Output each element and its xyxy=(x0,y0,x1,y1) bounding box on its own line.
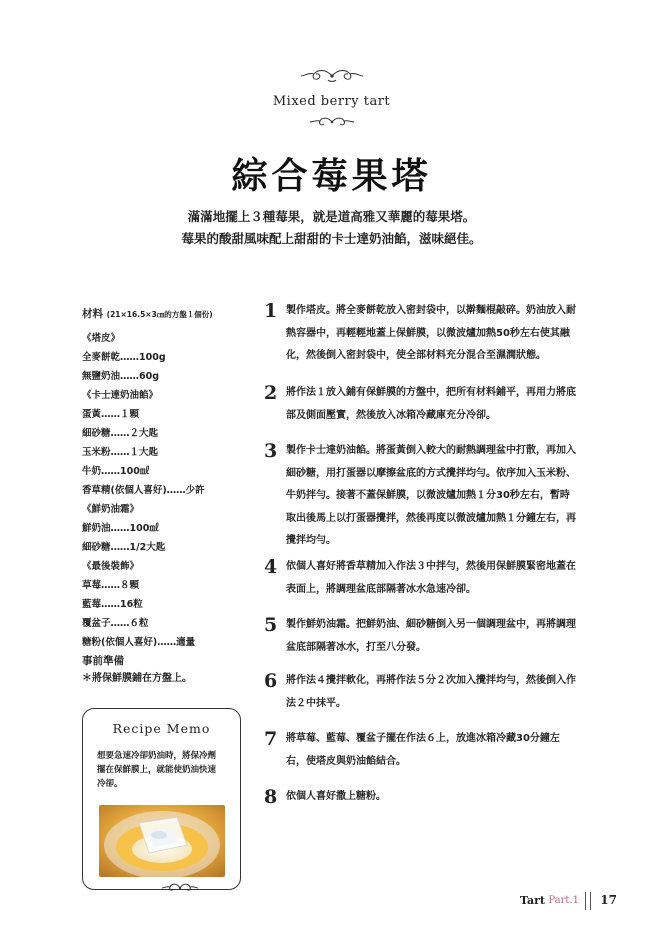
step-number: 1 xyxy=(264,300,278,322)
preparation-heading: 事前準備 xyxy=(82,655,124,667)
step-line: 部及側面壓實，然後放入冰箱冷藏庫充分冷卻。 xyxy=(286,409,496,421)
recipe-memo-box xyxy=(82,708,241,890)
ingredient-item: 玉米粉……１大匙 xyxy=(82,447,159,458)
group-label: 《鮮奶油霜》 xyxy=(82,504,140,515)
ingredient-group-crust xyxy=(82,329,252,386)
group-label: 《卡士達奶油餡》 xyxy=(82,390,159,401)
step-line: 細砂糖，用打蛋器以摩擦盆底的方式攪拌均勻。依序加入玉米粉、 xyxy=(286,467,576,479)
step-text xyxy=(286,786,616,809)
intro-line-1: 滿滿地擺上３種莓果，就是道高雅又華麗的莓果塔。 xyxy=(187,209,476,224)
memo-text-line: 擺在保鮮膜上，就能使奶油快速 xyxy=(97,765,217,775)
step-line: 法２中抹平。 xyxy=(286,697,346,709)
step-line: 表面上，將調理盆底部隔著冰水急速冷卻。 xyxy=(286,583,476,595)
step-line: 製作塔皮。將全麥餅乾放入密封袋中，以擀麵棍敲碎。奶油放入耐 xyxy=(286,305,576,316)
memo-flourish-ornament xyxy=(161,882,199,894)
step-line: 將作法４攪拌軟化，再將作法５分２次加入攪拌均勻，然後倒入作 xyxy=(286,675,576,686)
step-line: 右，使塔皮與奶油餡結合。 xyxy=(286,755,406,767)
ingredient-item: 無鹽奶油……60g xyxy=(82,371,160,382)
step-text xyxy=(286,670,616,715)
ingredient-group-cream xyxy=(82,500,252,557)
english-subtitle: Mixed berry tart xyxy=(272,94,391,109)
group-label: 《最後裝飾》 xyxy=(82,561,140,572)
ingredient-item: 糖粉(依個人喜好)……適量 xyxy=(82,637,196,648)
step-line: 製作鮮奶油霜。把鮮奶油、細砂糖倒入另一個調理盆中，再將調理 xyxy=(286,619,576,630)
step-number: 6 xyxy=(264,670,278,692)
step-number: 7 xyxy=(264,728,278,750)
memo-text-line: 想要急速冷卻奶油時，將保冷劑 xyxy=(97,751,217,761)
step-line: 依個人喜好將香草精加入作法３中拌勻，然後用保鮮膜緊密地蓋在 xyxy=(286,561,576,572)
ingredient-item: 香草精(依個人喜好)……少許 xyxy=(82,485,205,496)
ingredient-item: 蛋黃……１顆 xyxy=(82,409,140,420)
step-line: 攪拌均勻。 xyxy=(286,535,336,546)
ice-pack-bowl-photo xyxy=(99,805,225,877)
ingredients-list xyxy=(82,306,252,652)
step-line: 依個人喜好撒上糖粉。 xyxy=(286,791,386,802)
step-text xyxy=(286,300,616,368)
middle-flourish-ornament xyxy=(309,116,355,128)
memo-title: Recipe Memo xyxy=(112,721,211,736)
step-line: 盆底部隔著冰水，打至八分發。 xyxy=(286,641,426,653)
group-label: 《塔皮》 xyxy=(82,333,121,344)
recipe-title: 綜合莓果塔 xyxy=(231,155,432,197)
ingredient-item: 細砂糖……２大匙 xyxy=(82,428,159,439)
footer-section-label: Tart xyxy=(519,894,545,907)
memo-text xyxy=(97,749,231,791)
memo-text-line: 冷卻。 xyxy=(97,779,123,789)
preparation-section xyxy=(82,652,252,688)
step-number: 8 xyxy=(264,786,278,808)
step-line: 牛奶拌勻。接著不蓋保鮮膜，以微波爐加熱１分30秒左右，暫時 xyxy=(286,490,570,501)
ingredient-item: 鮮奶油……100㎖ xyxy=(82,523,159,534)
ingredient-group-decoration xyxy=(82,557,252,652)
ingredients-size-note: (21×16.5×3㎝的方盤１個份) xyxy=(106,310,213,319)
step-line: 製作卡士達奶油餡。將蛋黃倒入較大的耐熱調理盆中打散，再加入 xyxy=(286,445,576,456)
ingredients-title: 材料 xyxy=(82,308,103,320)
footer-part-label: Part.1 xyxy=(548,895,579,906)
ingredient-item: 全麥餅乾……100g xyxy=(82,352,166,363)
intro-line-2: 莓果的酸甜風味配上甜甜的卡士達奶油餡，滋味絕佳。 xyxy=(181,231,482,246)
step-line: 取出後馬上以打蛋器攪拌，然後再度以微波爐加熱１分鐘左右，再 xyxy=(286,512,576,524)
step-line: 熱容器中，再輕輕地蓋上保鮮膜，以微波爐加熱50秒左右使其融 xyxy=(286,327,570,339)
step-text xyxy=(286,556,616,601)
preparation-note: ＊將保鮮膜鋪在方盤上。 xyxy=(82,673,192,684)
top-flourish-ornament xyxy=(299,68,365,84)
ingredient-group-custard xyxy=(82,386,252,500)
step-text xyxy=(286,440,616,553)
step-text xyxy=(286,382,616,427)
step-text xyxy=(286,614,616,659)
step-number: 4 xyxy=(264,556,278,578)
step-line: 將草莓、藍莓、覆盆子擺在作法６上，放進冰箱冷藏30分鐘左 xyxy=(286,733,560,744)
ingredient-item: 覆盆子……６粒 xyxy=(82,618,149,629)
step-number: 3 xyxy=(264,440,278,462)
ingredient-item: 牛奶……100㎖ xyxy=(82,466,150,477)
ingredients-heading xyxy=(82,306,252,321)
footer-divider xyxy=(585,892,591,910)
ingredient-item: 草莓……８顆 xyxy=(82,580,140,591)
ingredient-item: 細砂糖……1/2大匙 xyxy=(82,542,166,553)
step-number: 2 xyxy=(264,382,278,404)
page-number: 17 xyxy=(600,893,617,907)
step-line: 化，然後倒入密封袋中，使全部材料充分混合至濕潤狀態。 xyxy=(286,350,546,361)
step-number: 5 xyxy=(264,614,278,636)
step-line: 將作法１放入鋪有保鮮膜的方盤中，把所有材料鋪平，再用力將底 xyxy=(286,387,576,398)
step-text xyxy=(286,728,616,773)
ingredient-item: 藍莓……16粒 xyxy=(82,599,143,610)
